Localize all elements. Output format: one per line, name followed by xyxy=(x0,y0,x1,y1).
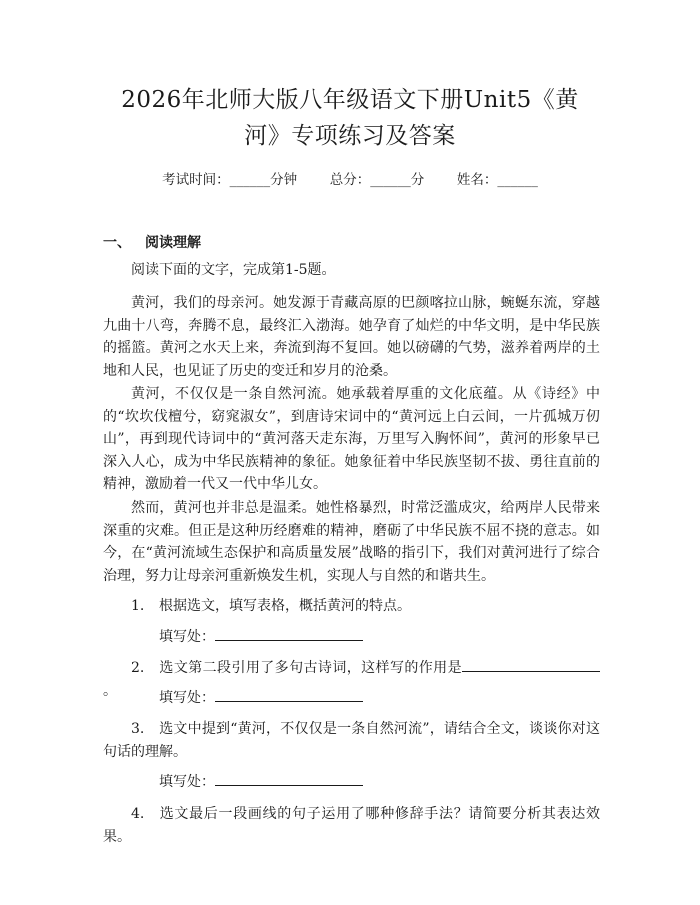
question-2-number: 2. xyxy=(131,660,145,676)
name-blank: ______ xyxy=(497,172,538,188)
score-blank: ______ xyxy=(370,172,411,188)
score-unit: 分 xyxy=(410,172,425,188)
question-4 xyxy=(103,803,600,848)
question-4-text: 选文最后一段画线的句子运用了哪种修辞手法？请简要分析其表达效果。 xyxy=(103,806,600,845)
passage-paragraph-1: 黄河，我们的母亲河。她发源于青藏高原的巴颜喀拉山脉，蜿蜒东流，穿越九曲十八弯，奔腾不息，最终汇入渤海。她孕育了灿烂的中华文明，是中华民族的摇篮。黄河之水天上来，奔流到海不复回。她以磅礴的气势，滋养着两岸的土地和人民，也见证了历史的变迁和岁月的沧桑。 xyxy=(103,295,600,379)
document-title xyxy=(90,82,610,154)
question-2-inline-blank[interactable] xyxy=(462,657,600,672)
answer-blank-3[interactable] xyxy=(215,771,363,786)
passage-paragraph-3: 然而，黄河也并非总是温柔。她性格暴烈，时常泛滥成灾，给两岸人民带来深重的灾难。但正是这种历经磨难的精神，磨砺了中华民族不屈不挠的意志。如今，在“黄河流域生态保护和高质量发展”战略的指引下，我们对黄河进行了综合治理，努力让母亲河重新焕发生机，实现人与自然的和谐共生。 xyxy=(103,500,600,584)
fill-label-2: 填写处： xyxy=(159,690,215,706)
passage-paragraph-2: 黄河，不仅仅是一条自然河流。她承载着厚重的文化底蕴。从《诗经》中的“坎坎伐檀兮，窈窕淑女”，到唐诗宋词中的“黄河远上白云间，一片孤城万仞山”，再到现代诗词中的“黄河落天走东海，万里写入胸怀间”，黄河的形象早已深入人心，成为中华民族精神的象征。她象征着中华民族坚韧不拔、勇往直前的精神，激励着一代又一代中华儿女。 xyxy=(103,386,600,492)
question-1 xyxy=(103,595,600,618)
question-2-text: 选文第二段引用了多句古诗词，这样写的作用是 xyxy=(159,660,462,676)
fill-label-3: 填写处： xyxy=(159,774,215,790)
answer-area-2 xyxy=(159,687,363,709)
question-3-number: 3. xyxy=(131,721,145,737)
time-unit: 分钟 xyxy=(270,172,298,188)
answer-area-3 xyxy=(159,771,363,793)
question-1-text: 根据选文，填写表格，概括黄河的特点。 xyxy=(159,598,411,614)
question-1-number: 1. xyxy=(131,598,145,614)
answer-area-1 xyxy=(159,626,363,648)
question-4-number: 4. xyxy=(131,806,145,822)
instruction-text: 阅读下面的文字，完成第1-5题。 xyxy=(131,262,336,278)
title-line-2: 河》专项练习及答案 xyxy=(244,123,456,149)
fill-label-1: 填写处： xyxy=(159,629,215,645)
question-3 xyxy=(103,718,600,763)
answer-blank-1[interactable] xyxy=(215,626,363,641)
name-label: 姓名： xyxy=(456,172,498,188)
exam-info xyxy=(0,170,700,190)
section-number: 一、 xyxy=(103,235,131,251)
time-label: 考试时间： xyxy=(162,172,230,188)
title-line-1: 2026年北师大版八年级语文下册Unit5《黄 xyxy=(121,87,579,113)
score-label: 总分： xyxy=(329,172,371,188)
question-3-text: 选文中提到“黄河，不仅仅是一条自然河流”，请结合全文，谈谈你对这句话的理解。 xyxy=(103,721,600,760)
time-blank: ______ xyxy=(229,172,271,188)
section-heading xyxy=(103,232,201,252)
section-title: 阅读理解 xyxy=(145,235,201,251)
answer-blank-2[interactable] xyxy=(215,687,363,702)
question-2-suffix: 。 xyxy=(103,682,117,699)
